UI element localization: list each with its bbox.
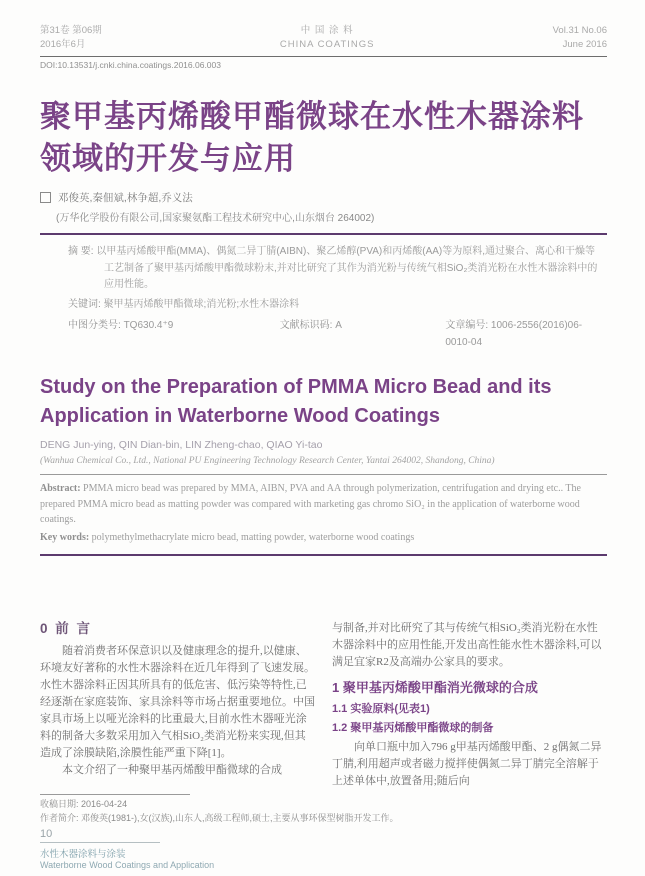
english-abstract-top-rule <box>40 474 607 475</box>
affiliation-en: (Wanhua Chemical Co., Ltd., National PU Engineering Technology Research Center, Yantai 264002, Shandong, China) <box>40 456 495 466</box>
article-meta-row <box>68 318 605 351</box>
doc-code-value: A <box>335 320 342 331</box>
clc-value: TQ630.4⁺9 <box>123 320 174 331</box>
page-number: 10 <box>40 828 53 840</box>
affiliation-cn: (万华化学股份有限公司,国家聚氨酯工程技术研究中心,山东烟台 264002) <box>56 213 375 224</box>
footer-column-title-en: Waterborne Wood Coatings and Application <box>40 860 215 870</box>
abstract-top-rule <box>40 233 607 235</box>
abstract-cn-block <box>40 244 607 351</box>
doi-line: DOI:10.13531/j.cnki.china.coatings.2016.06.003 <box>40 60 221 70</box>
body-paragraph: 向单口瓶中加入796 g甲基丙烯酸甲酯、2 g偶氮二异丁腈,利用超声或者磁力搅拌使偶氮二异丁腈完全溶解于上述单体中,放置备用;随后向 <box>331 741 602 787</box>
body-column-right <box>332 620 607 790</box>
footnote-block <box>40 794 607 825</box>
body-column-left <box>40 620 316 790</box>
body-paragraph: 与制备,并对比研究了其与传统气相SiO₂类消光粉在水性木器涂料中的应用性能,开发出高性能水性木器涂料,可以满足宜家R2及高端办公家具的要求。 <box>331 622 602 668</box>
section-0-heading: 0 前 言 <box>40 621 93 636</box>
article-title-en: Study on the Preparation of PMMA Micro Bead and its Application in Waterborne Wood Coatings <box>40 376 552 427</box>
page-footer <box>40 828 214 870</box>
article-title-cn: 聚甲基丙烯酸甲酯微球在水性木器涂料领域的开发与应用 <box>40 99 584 176</box>
article-body <box>40 620 607 790</box>
doc-code-label: 文献标识码: <box>279 320 333 331</box>
section-1-2-heading: 1.2 聚甲基丙烯酸甲酯微球的制备 <box>331 722 494 734</box>
article-id <box>445 318 605 351</box>
header-vol-cn-line1: 第31卷 第06期 <box>40 25 102 36</box>
journal-name-en: CHINA COATINGS <box>279 39 375 50</box>
article-id-value: 1006-2556(2016)06-0010-04 <box>445 320 583 348</box>
authors-line-cn <box>40 190 607 205</box>
received-date-label: 收稿日期: <box>40 799 79 809</box>
received-date-value: 2016-04-24 <box>81 799 128 809</box>
footer-column-title-cn: 水性木器涂料与涂装 <box>40 849 126 860</box>
article-id-label: 文章编号: <box>445 320 489 331</box>
keywords-cn-label: 关键词: <box>68 298 101 310</box>
abstract-cn-text: 以甲基丙烯酸甲酯(MMA)、偶氮二异丁腈(AIBN)、聚乙烯醇(PVA)和丙烯酸(AA)等为原料,通过聚合、离心和干燥等工艺制备了聚甲基丙烯酸甲酯微球粉末,并对比研究了其作为消光粉与传统气相SiO₂类消光粉在水性木器涂料中的应用性能。 <box>96 246 598 290</box>
received-date-line <box>40 798 607 812</box>
keywords-en <box>40 530 607 546</box>
keywords-cn-text: 聚甲基丙烯酸甲酯微球;消光粉;水性木器涂料 <box>103 298 300 310</box>
journal-header <box>40 24 607 57</box>
abstract-bottom-rule <box>40 554 607 556</box>
author-bio-text: 邓俊英(1981-),女(汉族),山东人,高级工程师,硕士,主要从事环保型树脂开发工作。 <box>81 812 399 823</box>
body-paragraph: 随着消费者环保意识以及健康理念的提升,以健康、环境友好著称的水性木器涂料在近几年得到了飞速发展。水性木器涂料正因其所具有的低危害、低污染等特性,已经逐渐在家庭装饰、家具涂料等市场占据重要地位。中国家具市场上以哑光涂料的比重最大,目前水性木器哑光涂料的制备大多数采用加入气相SiO₂类消光粉来实现,但其造成了涂膜缺陷,涂膜性能严重下降[1]。 <box>40 645 315 759</box>
section-1-1-heading: 1.1 实验原料(见表1) <box>331 703 430 715</box>
section-1-heading: 1 聚甲基丙烯酸甲酯消光微球的合成 <box>331 680 538 695</box>
author-bio-line <box>40 812 607 826</box>
document-code <box>280 318 446 351</box>
keywords-en-label: Key words: <box>40 531 90 543</box>
header-volume-en <box>553 24 607 52</box>
header-vol-cn-line2: 2016年6月 <box>40 39 86 50</box>
footer-rule <box>40 842 160 843</box>
abstract-en-text: PMMA micro bead was prepared by MMA, AIBN, PVA and AA through polymerization, centrifugation and drying etc.. The prepared PMMA micro bead as matting powder was compared with marketing gas chromo SiO₂ in the application of waterborne wood coatings. <box>40 483 581 525</box>
abstract-en-block <box>40 481 607 545</box>
abstract-en <box>40 481 607 528</box>
body-paragraph: 本文介绍了一种聚甲基丙烯酸甲酯微球的合成 <box>62 764 282 776</box>
footnote-rule <box>40 794 190 795</box>
clc-number <box>68 318 280 351</box>
header-volume-cn <box>40 24 102 52</box>
abstract-cn-label: 摘 要: <box>68 246 94 257</box>
keywords-cn <box>68 297 605 314</box>
keywords-en-text: polymethylmethacrylate micro bead, matting powder, waterborne wood coatings <box>91 531 415 543</box>
header-vol-en-line1: Vol.31 No.06 <box>552 25 607 36</box>
authors-line-en: DENG Jun-ying, QIN Dian-bin, LIN Zheng-chao, QIAO Yi-tao <box>40 439 323 451</box>
abstract-en-label: Abstract: <box>40 483 81 494</box>
author-marker-square-icon <box>40 192 51 203</box>
abstract-cn <box>68 244 605 294</box>
authors-cn-text: 邓俊英,秦佃斌,林争超,乔义法 <box>58 192 193 204</box>
author-bio-label: 作者简介: <box>40 812 79 823</box>
header-journal-name <box>280 24 375 52</box>
header-vol-en-line2: June 2016 <box>562 39 607 50</box>
journal-name-cn: 中 国 涂 料 <box>300 25 354 36</box>
clc-label: 中图分类号: <box>68 320 121 331</box>
